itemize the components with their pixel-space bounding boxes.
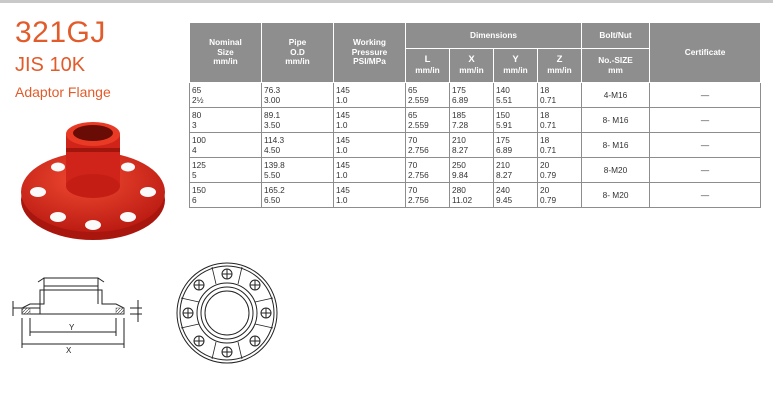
cell-dim-y: 150 5.91: [494, 108, 538, 133]
cell-bolt-nut: 4-M16: [582, 83, 650, 108]
cell-dim-z: 20 0.79: [538, 158, 582, 183]
top-divider: [0, 0, 773, 3]
product-name: Adaptor Flange: [15, 84, 111, 100]
standard-label: JIS 10K: [15, 54, 86, 76]
cell-nominal-size: 100 4: [190, 133, 262, 158]
header-dim-x: X mm/in: [450, 49, 494, 83]
cell-dim-y: 240 9.45: [494, 183, 538, 208]
table-row: [190, 158, 761, 183]
cell-certificate: [650, 158, 761, 183]
cell-dim-z: 18 0.71: [538, 133, 582, 158]
adaptor-flange-photo: [18, 112, 168, 242]
header-certificate: Certificate: [650, 23, 761, 83]
table-row: [190, 83, 761, 108]
cell-pipe-od: 76.3 3.00: [262, 83, 334, 108]
certificate-dash: —: [700, 114, 710, 125]
cell-certificate: [650, 108, 761, 133]
cell-pipe-od: 89.1 3.50: [262, 108, 334, 133]
cell-bolt-nut: 8- M16: [582, 133, 650, 158]
header-dim-z: Z mm/in: [538, 49, 582, 83]
header-pipe-od: Pipe O.D mm/in: [262, 23, 334, 83]
header-bolt-nut: Bolt/Nut: [582, 23, 650, 49]
cell-dim-x: 175 6.89: [450, 83, 494, 108]
cell-working-pressure: 145 1.0: [334, 158, 406, 183]
cell-dim-z: 18 0.71: [538, 83, 582, 108]
header-nominal-size: Nominal Size mm/in: [190, 23, 262, 83]
cell-dim-l: 65 2.559: [406, 108, 450, 133]
cell-dim-l: 70 2.756: [406, 183, 450, 208]
certificate-dash: —: [700, 89, 710, 100]
cell-working-pressure: 145 1.0: [334, 183, 406, 208]
cell-pipe-od: 139.8 5.50: [262, 158, 334, 183]
header-bolt-size: No.-SIZE mm: [582, 49, 650, 83]
cell-working-pressure: 145 1.0: [334, 83, 406, 108]
cell-nominal-size: 150 6: [190, 183, 262, 208]
cell-dim-y: 210 8.27: [494, 158, 538, 183]
table-row: [190, 108, 761, 133]
certificate-dash: —: [700, 189, 710, 200]
cell-bolt-nut: 8-M20: [582, 158, 650, 183]
cell-working-pressure: 145 1.0: [334, 133, 406, 158]
cell-bolt-nut: 8- M16: [582, 108, 650, 133]
cell-certificate: [650, 83, 761, 108]
certificate-dash: —: [700, 139, 710, 150]
header-working-pressure: Working Pressure PSI/MPa: [334, 23, 406, 83]
cell-dim-z: 20 0.79: [538, 183, 582, 208]
table-row: [190, 183, 761, 208]
cell-dim-y: 140 5.51: [494, 83, 538, 108]
cell-dim-l: 70 2.756: [406, 133, 450, 158]
header-dim-y: Y mm/in: [494, 49, 538, 83]
cell-working-pressure: 145 1.0: [334, 108, 406, 133]
cell-dim-z: 18 0.71: [538, 108, 582, 133]
cell-certificate: [650, 183, 761, 208]
model-number: 321GJ: [15, 16, 106, 49]
front-view-drawing: [172, 256, 282, 371]
cell-nominal-size: 125 5: [190, 158, 262, 183]
cell-dim-l: 70 2.756: [406, 158, 450, 183]
cell-dim-y: 175 6.89: [494, 133, 538, 158]
cell-nominal-size: 65 2½: [190, 83, 262, 108]
certificate-dash: —: [700, 164, 710, 175]
table-row: [190, 133, 761, 158]
dim-x-label: X: [66, 346, 72, 355]
cell-dim-x: 210 8.27: [450, 133, 494, 158]
cell-pipe-od: 114.3 4.50: [262, 133, 334, 158]
cell-bolt-nut: 8- M20: [582, 183, 650, 208]
header-dimensions: Dimensions: [406, 23, 582, 49]
cell-dim-x: 280 11.02: [450, 183, 494, 208]
specification-table: [189, 22, 761, 208]
cell-pipe-od: 165.2 6.50: [262, 183, 334, 208]
cell-dim-x: 250 9.84: [450, 158, 494, 183]
header-dim-l: L mm/in: [406, 49, 450, 83]
cell-dim-x: 185 7.28: [450, 108, 494, 133]
cell-certificate: [650, 133, 761, 158]
dim-y-label: Y: [69, 323, 75, 332]
cell-nominal-size: 80 3: [190, 108, 262, 133]
cell-dim-l: 65 2.559: [406, 83, 450, 108]
side-section-drawing: [10, 268, 160, 358]
